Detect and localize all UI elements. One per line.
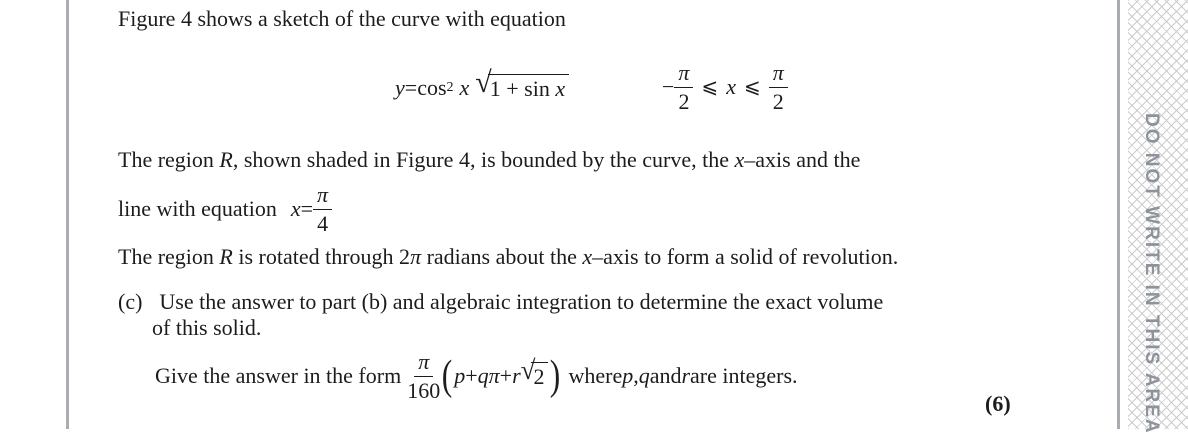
region-R: R	[219, 147, 233, 172]
rotate-text: is rotated through 2	[232, 244, 411, 269]
radical-sign: √	[520, 355, 536, 386]
right-page-rule	[1117, 0, 1120, 429]
radicand-text: 1 + sin	[489, 76, 556, 102]
region-text: The region	[118, 147, 220, 172]
domain-x: x	[726, 74, 736, 100]
give-rv: r	[681, 363, 691, 389]
curve-equation	[395, 66, 569, 110]
left-paren: (	[441, 353, 453, 399]
radical-sign: √	[475, 66, 492, 100]
radicand	[488, 74, 569, 102]
line-eq-x: x	[290, 196, 301, 222]
fraction-denominator: 160	[407, 377, 441, 403]
region-paragraph	[118, 147, 860, 173]
rotation-paragraph	[118, 244, 898, 270]
minus-sign: −	[662, 74, 675, 100]
intro-text: Figure 4 shows a sketch of the curve with equation	[118, 6, 566, 31]
marks-badge	[985, 391, 1011, 417]
intro-line	[118, 6, 566, 32]
right-paren: )	[550, 353, 561, 399]
leq-icon: ⩽	[743, 74, 761, 99]
give-and: and	[649, 363, 682, 389]
part-c-text: Use the answer to part (b) and algebraic integration to determine the exact volume	[159, 289, 884, 314]
give-comma: ,	[633, 363, 639, 389]
rotate-R: R	[219, 244, 233, 269]
fraction-numerator: π	[769, 62, 788, 88]
rotate-x: x	[582, 244, 593, 269]
give-pi: π	[488, 363, 500, 389]
give-text: Give the answer in the form	[155, 363, 402, 389]
fraction-denominator: 2	[678, 88, 690, 114]
leq-icon: ⩽	[701, 74, 719, 99]
part-c-text: of this solid.	[152, 315, 262, 340]
radical	[475, 66, 569, 102]
fraction-denominator: 2	[772, 88, 784, 114]
marks-text: (6)	[985, 391, 1011, 416]
fraction-numerator: π	[313, 184, 332, 210]
give-plus: +	[465, 363, 478, 389]
give-qv: q	[638, 363, 650, 389]
give-p: p	[454, 363, 466, 389]
eq-y: y	[395, 75, 405, 101]
fraction-pi-over-160	[407, 348, 441, 403]
part-c-line1	[118, 289, 883, 315]
eq-power: 2	[446, 79, 454, 95]
fraction-pi-over-2-right	[769, 59, 788, 114]
give-plus: +	[499, 363, 513, 389]
give-pv: p	[622, 363, 634, 389]
fraction-pi-over-4	[313, 181, 332, 236]
rotate-text: –axis to form a solid of revolution.	[592, 244, 899, 269]
region-text: –axis and the	[744, 147, 861, 172]
eq-x: x	[459, 75, 470, 101]
radicand-var: x	[555, 76, 566, 102]
rotate-text: radians about the	[421, 244, 583, 269]
give-q: q	[477, 363, 489, 389]
region-x: x	[734, 147, 745, 172]
rotate-text: The region	[118, 244, 220, 269]
domain-inequality	[662, 58, 788, 116]
radical-2	[520, 355, 549, 390]
do-not-write-margin-label: DO NOT WRITE IN THIS AREA	[1141, 113, 1162, 435]
fraction-numerator: π	[674, 62, 693, 88]
part-c-line2	[152, 315, 261, 341]
radicand: 2	[531, 362, 548, 390]
eq-cos: cos	[417, 75, 447, 101]
line-equation	[118, 181, 332, 236]
fraction-numerator: π	[414, 351, 433, 377]
give-text: where	[568, 363, 623, 389]
fraction-denominator: 4	[317, 210, 329, 236]
left-page-rule	[66, 0, 69, 429]
give-text: are integers.	[690, 363, 798, 389]
eq-equals: =	[404, 75, 418, 101]
part-c-label: (c)	[118, 289, 143, 314]
give-r: r	[512, 363, 521, 389]
rotate-pi: π	[410, 244, 422, 269]
line-eq-equals: =	[300, 196, 314, 222]
region-text: , shown shaded in Figure 4, is bounded by the curve, the	[232, 147, 735, 172]
answer-form-line	[155, 349, 798, 403]
line-eq-text: line with equation	[118, 196, 277, 222]
fraction-pi-over-2-left	[674, 59, 693, 114]
